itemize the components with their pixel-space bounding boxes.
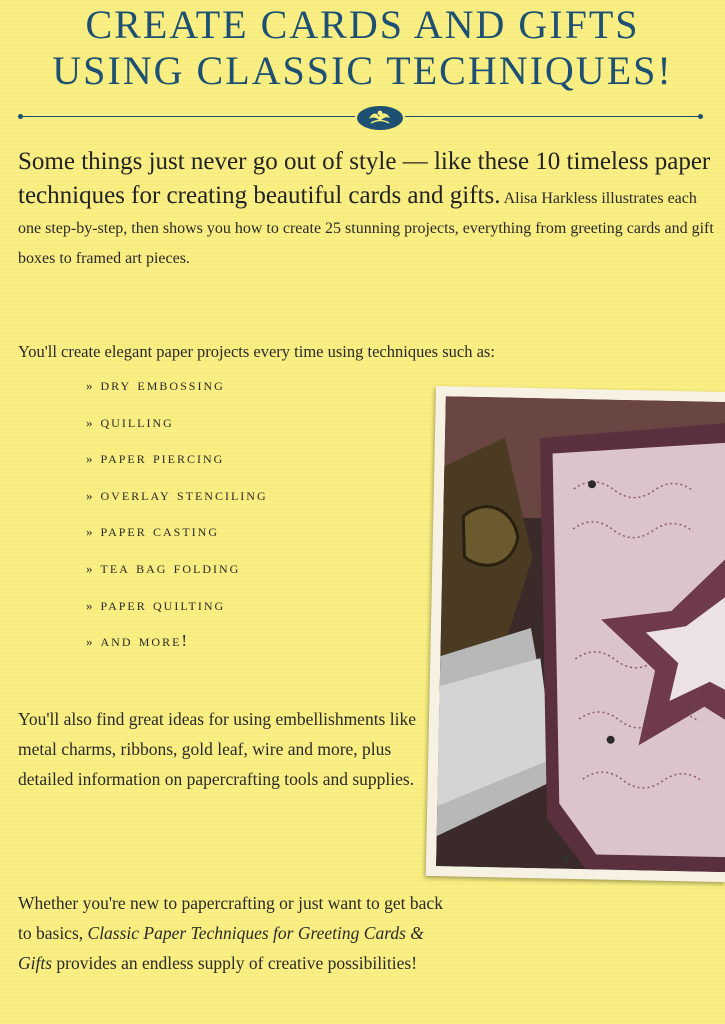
closing-text-before: Whether you're new to papercrafting or just want to get back to basics,	[18, 893, 443, 943]
page-title	[0, 2, 725, 94]
title-line-1: CREATE CARDS AND GIFTS	[85, 2, 640, 47]
embellishments-paragraph: You'll also find great ideas for using embellishments like metal charms, ribbons, gold leaf, wire and more, plus detailed information on papercrafting tools and supplies.	[18, 709, 416, 789]
closing-text-after: provides an endless supply of creative possibilities!	[52, 953, 418, 973]
book-title: Classic Paper Techniques for Greeting Cards & Gifts	[18, 923, 424, 973]
list-item	[86, 412, 268, 449]
techniques-intro: You'll create elegant paper projects every time using techniques such as:	[18, 342, 495, 361]
double-chevron-icon: »	[86, 524, 91, 540]
double-chevron-icon: »	[86, 414, 91, 430]
list-item	[86, 521, 268, 558]
double-chevron-icon: »	[86, 487, 91, 503]
technique-label: overlay stenciling	[100, 484, 268, 504]
list-item	[86, 595, 268, 632]
list-item	[86, 448, 268, 485]
technique-label: paper casting	[100, 521, 219, 541]
list-item	[86, 485, 268, 522]
fleur-ornament-icon	[355, 104, 405, 132]
list-item	[86, 558, 268, 595]
double-chevron-icon: »	[86, 378, 91, 393]
technique-label: dry embossing	[100, 375, 225, 394]
closing-paragraph	[18, 888, 458, 978]
technique-label: and more!	[100, 631, 190, 651]
intro-body: Alisa Harkless illustrates each one step-by-step, then shows you how to create 25 stunning projects, everything from greeting cards and gift boxes to framed art pieces.	[18, 190, 714, 267]
title-line-2: USING CLASSIC TECHNIQUES!	[52, 48, 673, 93]
intro-paragraph	[18, 146, 718, 274]
double-chevron-icon: »	[86, 451, 91, 467]
intro-lead: Some things just never go out of style — like these 10 timeless paper techniques for creating beautiful cards and gifts.	[18, 148, 711, 209]
technique-label: paper piercing	[100, 448, 225, 468]
list-item	[86, 631, 268, 668]
technique-label: tea bag folding	[100, 557, 241, 577]
double-chevron-icon: »	[86, 634, 91, 650]
technique-label: quilling	[100, 411, 174, 431]
list-item	[86, 375, 268, 412]
techniques-list	[86, 375, 268, 668]
card-photo	[426, 386, 725, 882]
technique-label: paper quilting	[100, 594, 226, 614]
double-chevron-icon: »	[86, 597, 91, 613]
double-chevron-icon: »	[86, 560, 91, 576]
